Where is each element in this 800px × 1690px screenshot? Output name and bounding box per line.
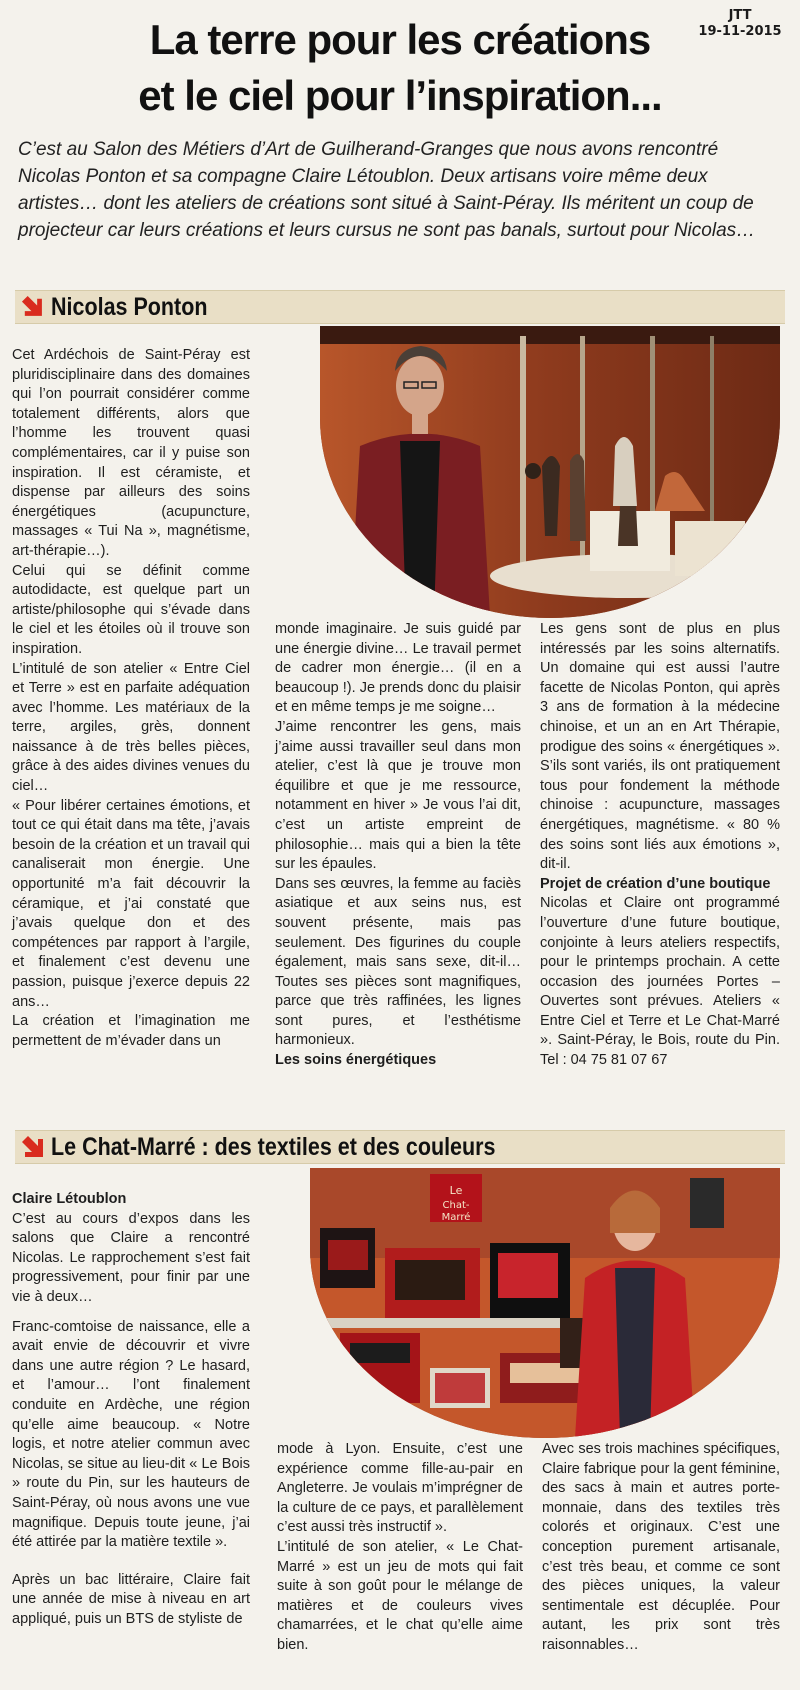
paragraph: L’intitulé de son atelier « Entre Ciel et Terre » est en parfaite adéquation avec l’homme. Les matériaux de la terre, argiles, grès, donnent naissance à de très belles pièces, grâce à des aides divines venues du ciel… bbox=[12, 660, 250, 795]
section2-column-1 bbox=[12, 1190, 250, 1629]
arrow-down-right-icon bbox=[21, 295, 45, 319]
paragraph: Dans ses œuvres, la femme au faciès asiatique et aux seins nus, est souvent présente, mais pas seulement. Des figurines du couple également, mais sans sexe, dit-il… Toutes ses pièces sont magnifiques, parce que très raffinées, les lignes sont pures, et l’esthétisme harmonieux. bbox=[275, 875, 521, 1049]
photo-claire-letoublon bbox=[310, 1168, 780, 1438]
section1-column-1 bbox=[12, 346, 250, 1051]
section-title: Le Chat-Marré : des textiles et des couleurs bbox=[51, 1133, 496, 1161]
paragraph: La création et l’imagination me permettent de m’évader dans un bbox=[12, 1013, 250, 1049]
paragraph: J’aime rencontrer les gens, mais j’aime aussi travailler seul dans mon atelier, c’est là que je trouve mon équilibre et que je me ressource, notamment en hiver » Je vous l’ai dit, c’est un artiste empreint de philosophie… mais qui a bien la tête sur les épaules. bbox=[275, 718, 521, 873]
paragraph: Nicolas et Claire ont programmé l’ouverture d’une future boutique, conjointe à leurs ateliers respectifs, pour le printemps prochain. A cette occasion des journées Portes – Ouvertes sont prévues. Ateliers « Entre Ciel et Terre et Le Chat-Marré ». Saint-Péray, le Bois, route du Pin. Tel : 04 75 81 07 67 bbox=[540, 895, 780, 1069]
paragraph: L’intitulé de son atelier, « Le Chat-Marré » est un jeu de mots qui fait suite à son goût pour le mélange de matières et de couleurs vives chamarrées, et le chat qu’elle aime bien. bbox=[277, 1538, 523, 1653]
paragraph: Franc-comtoise de naissance, elle a avait envie de découvrir et vivre dans une autre région ? Le hasard, et l’amour… l’ont finalement conduite en Ardèche, une région qu’elle aime beaucoup. « Notre logis, et notre atelier commun avec Nicolas, se situe au lieu-dit « Le Bois » route du Pin, sur les hauteurs de Saint-Péray, où nous avons une vue magnifique. Depuis toute jeune, j’ai été attirée par la matière textile ». bbox=[12, 1318, 250, 1551]
publication-date: 19-11-2015 bbox=[698, 24, 782, 39]
subheading: Claire Létoublon bbox=[12, 1191, 127, 1207]
section2-column-3 bbox=[542, 1440, 780, 1656]
paragraph: mode à Lyon. Ensuite, c’est une expérience comme fille-au-pair en Angleterre. Je voulais m’imprégner de la culture de ce pays, et parallèlement c’est aussi très instructif ». bbox=[277, 1441, 523, 1536]
photo-nicolas-ponton bbox=[320, 326, 780, 618]
paragraph: « Pour libérer certaines émotions, et tout ce qui était dans ma tête, j’avais besoin de la création et un travail qui canaliserait mon énergie. Une opportunité m’a fait découvrir la céramique, et j’ai constaté que j’avais quelque don et des compétences par rapport à l’argile, et finalement c’est devenu une passion, puisque j’exerce depuis 22 ans… bbox=[12, 797, 250, 1010]
subheading: Projet de création d’une boutique bbox=[540, 875, 771, 892]
headline-line-2: et le ciel pour l’inspiration... bbox=[138, 72, 662, 119]
section1-column-2 bbox=[275, 620, 521, 1071]
headline-line-1: La terre pour les créations bbox=[149, 16, 651, 63]
arrow-down-right-icon bbox=[21, 1135, 45, 1159]
section-title: Nicolas Ponton bbox=[51, 293, 208, 321]
paragraph: Les gens sont de plus en plus intéressés par les soins alternatifs. Un domaine qui est aussi l’autre facette de Nicolas Ponton, qui après 3 ans de formation à la médecine chinoise, et un an en Art Thérapie, prodigue des soins « énergétiques ». S’ils sont variés, ils ont pratiquement tous pour fondement la méthode chinoise : acupuncture, massages énergétiques, magnétisme. « 80 % des soins sont liés aux émotions », dit-il. bbox=[540, 621, 780, 873]
section-bar-nicolas-ponton bbox=[15, 290, 785, 324]
headline bbox=[20, 12, 780, 124]
section1-column-3 bbox=[540, 620, 780, 1071]
svg-text:Chat-: Chat- bbox=[442, 1200, 470, 1211]
paragraph: Après un bac littéraire, Claire fait une année de mise à niveau en art appliqué, puis un BTS de styliste de bbox=[12, 1571, 250, 1627]
section-bar-le-chat-marre bbox=[15, 1130, 785, 1164]
paragraph: Avec ses trois machines spécifiques, Claire fabrique pour la gent féminine, des sacs à main et autres porte-monnaie, dans des textiles très colorés et originaux. C’est une conception purement artisanale, c’est très beau, et comme ce sont des pièces uniques, la valeur sentimentale est décuplée. Pour autant, les prix sont très raisonnables… bbox=[542, 1441, 780, 1653]
section2-column-2 bbox=[277, 1440, 523, 1656]
photo-nicolas-ponton-image bbox=[320, 326, 780, 618]
paragraph: monde imaginaire. Je suis guidé par une énergie divine… Le travail permet de cadrer mon énergie… (il en a beaucoup !). Je prends donc du plaisir et en même temps je me soigne… bbox=[275, 621, 521, 716]
standfirst: C’est au Salon des Métiers d’Art de Guilherand-Granges que nous avons rencontré Nicolas Ponton et sa compagne Claire Létoublon. Deux artisans voire même deux artistes… dont les ateliers de créations sont situé à Saint-Péray. Ils méritent un coup de projecteur car leurs créations et leurs cursus ne sont pas banals, surtout pour Nicolas… bbox=[18, 139, 756, 241]
photo-claire-letoublon-image bbox=[310, 1168, 780, 1438]
paragraph: Celui qui se définit comme autodidacte, est quelque part un artiste/philosophe qui s’évade dans le ciel et les étoiles où il trouve son inspiration. bbox=[12, 562, 250, 657]
svg-text:Marré: Marré bbox=[441, 1212, 471, 1223]
paragraph: C’est au cours d’expos dans les salons que Claire a rencontré Nicolas. Le rapprochement s’est fait progressivement, pour finir par une vie à deux… bbox=[12, 1210, 250, 1305]
source-tag: JTT bbox=[728, 8, 752, 23]
shop-sign-text: Le bbox=[449, 1184, 463, 1197]
paragraph: Cet Ardéchois de Saint-Péray est pluridisciplinaire dans des domaines qui l’on pourrait considérer comme totalement différents, alors que l’homme les trouvent quasi complémentaires, car il y puise son inspiration. Il est céramiste, et dispense par ailleurs des soins énergétiques (acupuncture, massages « Tui Na », magnétisme, art-thérapie…). bbox=[12, 347, 250, 559]
subheading: Les soins énergétiques bbox=[275, 1052, 437, 1069]
